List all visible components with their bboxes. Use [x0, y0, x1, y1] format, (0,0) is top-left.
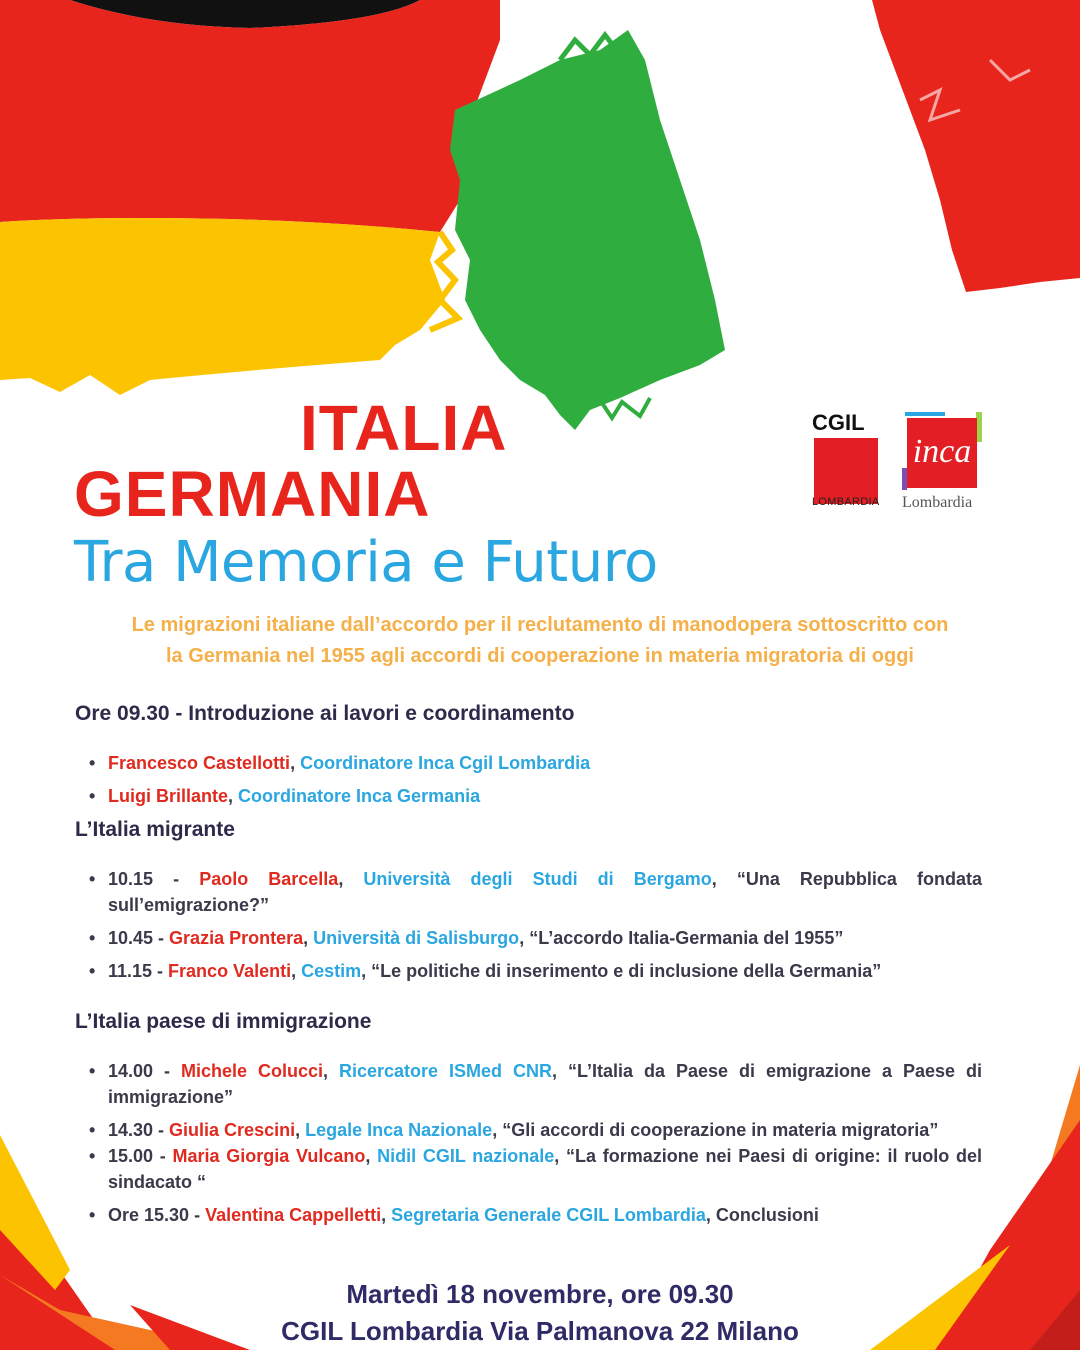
german-flag-gold-stripe — [0, 218, 445, 395]
speaker-item: • 14.30 - Giulia Crescini, Legale Inca Nazionale, “Gli accordi di cooperazione in materia migratoria” — [75, 1117, 982, 1143]
bullet: • — [89, 753, 96, 773]
bullet: • — [89, 1061, 96, 1081]
program — [75, 700, 982, 1228]
speaker-item: • Luigi Brillante, Coordinatore Inca Germania — [75, 783, 982, 809]
cgil-logo-text: CGIL — [812, 410, 865, 435]
talk-title: “Le politiche di inserimento e di inclusione della Germania” — [371, 961, 882, 981]
section-title: Ore 09.30 - Introduzione ai lavori e coordinamento — [75, 702, 575, 725]
speaker-item: • Ore 15.30 - Valentina Cappelletti, Segretaria Generale CGIL Lombardia, Conclusioni — [75, 1202, 982, 1228]
title-germania: GERMANIA — [74, 458, 431, 530]
speaker-name: Grazia Prontera — [169, 928, 304, 948]
session-time: 14.00 - — [108, 1061, 181, 1081]
talk-title: “L’Italia da Paese di emigrazione a Paese di immigrazione” — [108, 1061, 982, 1107]
speaker-item: • 11.15 - Franco Valenti, Cestim, “Le politiche di inserimento e di inclusione della Germania” — [75, 958, 982, 984]
session-time: 11.15 - — [108, 961, 169, 981]
event-description — [40, 610, 1040, 672]
speaker-list — [75, 1058, 982, 1228]
talk-title: “La formazione nei Paesi di origine: il ruolo del sindacato “ — [108, 1146, 982, 1192]
speaker-name: Luigi Brillante — [108, 786, 229, 806]
description-line-2: la Germania nel 1955 agli accordi di cooperazione in materia migratoria di oggi — [165, 645, 914, 667]
session-time: 10.15 - — [108, 869, 200, 889]
description-line-1: Le migrazioni italiane dall’accordo per il reclutamento di manodopera sottoscritto con — [131, 614, 949, 636]
speaker-role: Legale Inca Nazionale — [305, 1120, 493, 1140]
section-title: L’Italia migrante — [75, 818, 235, 841]
section-introduction — [75, 700, 982, 809]
event-date: Martedì 18 novembre, ore 09.30 — [346, 1279, 734, 1309]
session-time: Ore 15.30 - — [108, 1205, 206, 1225]
speaker-name: Franco Valenti — [168, 961, 292, 981]
speaker-list — [75, 866, 982, 984]
event-venue: CGIL Lombardia Via Palmanova 22 Milano — [281, 1316, 799, 1346]
speaker-item: • 15.00 - Maria Giorgia Vulcano, Nidil CGIL nazionale, “La formazione nei Paesi di origine: il ruolo del sindacato “ — [75, 1143, 982, 1195]
bullet: • — [89, 1205, 96, 1225]
inca-logo-text: inca — [912, 433, 972, 470]
bullet: • — [89, 961, 96, 981]
speaker-item: • 10.45 - Grazia Prontera, Università di Salisburgo, “L’accordo Italia-Germania del 1955” — [75, 925, 982, 951]
speaker-name: Francesco Castellotti — [108, 753, 291, 773]
cgil-logo-red-square — [814, 438, 878, 504]
speaker-role: Coordinatore Inca Germania — [238, 786, 481, 806]
session-time: 10.45 - — [108, 928, 170, 948]
cgil-logo-subtitle: LOMBARDIA — [812, 496, 880, 508]
talk-title: “Gli accordi di cooperazione in materia migratoria” — [502, 1120, 939, 1140]
inca-logo — [902, 412, 984, 492]
session-time: 15.00 - — [108, 1146, 173, 1166]
german-flag-red-stripe — [0, 0, 500, 232]
speaker-item: • 14.00 - Michele Colucci, Ricercatore ISMed CNR, “L’Italia da Paese di emigrazione a Paese di immigrazione” — [75, 1058, 982, 1110]
speaker-name: Maria Giorgia Vulcano — [172, 1146, 366, 1166]
section-italia-immigrazione — [75, 1008, 982, 1228]
title-italia: ITALIA — [300, 392, 508, 464]
talk-title: “Una Repubblica fondata sull’emigrazione?” — [108, 869, 982, 915]
speaker-role: Nidil CGIL nazionale — [377, 1146, 555, 1166]
subtitle: Tra Memoria e Futuro — [74, 530, 658, 595]
speaker-role: Università degli Studi di Bergamo — [363, 869, 712, 889]
italian-flag-red-stripe — [872, 0, 1080, 292]
talk-title: Conclusioni — [715, 1205, 819, 1225]
speaker-name: Valentina Cappelletti — [205, 1205, 382, 1225]
bullet: • — [89, 1146, 96, 1166]
speaker-name: Michele Colucci — [181, 1061, 324, 1081]
talk-title: “L’accordo Italia-Germania del 1955” — [529, 928, 844, 948]
speaker-name: Paolo Barcella — [199, 869, 339, 889]
bullet: • — [89, 786, 96, 806]
bullet: • — [89, 1120, 96, 1140]
section-italia-migrante — [75, 816, 982, 984]
speaker-role: Ricercatore ISMed CNR — [339, 1061, 553, 1081]
speaker-role: Segretaria Generale CGIL Lombardia — [391, 1205, 706, 1225]
speaker-item: • 10.15 - Paolo Barcella, Università degli Studi di Bergamo, “Una Repubblica fondata sull’emigrazione?” — [75, 866, 982, 918]
speaker-item: • Francesco Castellotti, Coordinatore Inca Cgil Lombardia — [75, 750, 982, 776]
section-title: L’Italia paese di immigrazione — [75, 1010, 372, 1033]
speaker-role: Università di Salisburgo — [313, 928, 520, 948]
speaker-list — [75, 750, 982, 809]
speaker-name: Giulia Crescini — [169, 1120, 296, 1140]
inca-logo-subtitle: Lombardia — [902, 494, 973, 511]
speaker-role: Cestim — [301, 961, 362, 981]
bullet: • — [89, 928, 96, 948]
bullet: • — [89, 869, 96, 889]
italian-flag-green-stripe — [450, 30, 725, 430]
session-time: 14.30 - — [108, 1120, 170, 1140]
speaker-role: Coordinatore Inca Cgil Lombardia — [300, 753, 591, 773]
